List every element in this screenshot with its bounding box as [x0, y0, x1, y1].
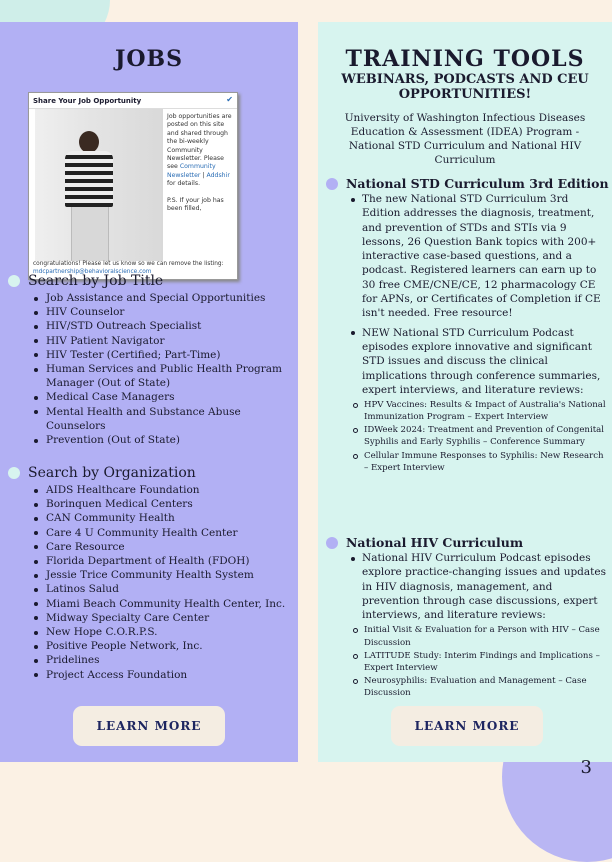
list-item[interactable]: Positive People Network, Inc. [32, 639, 294, 653]
list-item[interactable]: CAN Community Health [32, 511, 294, 525]
hiv-episode-list [350, 624, 608, 699]
list-item[interactable]: LATITUDE Study: Interim Findings and Implications – Expert Interview [350, 650, 608, 674]
list-item[interactable]: Neurosyphilis: Evaluation and Management – Case Discussion [350, 675, 608, 699]
list-item[interactable]: Care Resource [32, 540, 294, 554]
screenshot-footer: congratulations! Please let us know so we can remove the listing: mdcpartnership@behavioralscience.com [33, 261, 224, 275]
check-icon: ✔ [226, 95, 233, 104]
list-item[interactable]: Jessie Trice Community Health System [32, 568, 294, 582]
organization-list [32, 483, 294, 682]
list-item[interactable]: Latinos Salud [32, 582, 294, 596]
training-panel [318, 22, 612, 762]
list-item[interactable]: HIV/STD Outreach Specialist [32, 319, 288, 333]
bullet-dot-icon [326, 178, 338, 190]
hiv-curriculum-heading: National HIV Curriculum [326, 535, 523, 550]
bullet-dot-icon [8, 275, 20, 287]
list-item[interactable]: Florida Department of Health (FDOH) [32, 554, 294, 568]
list-item[interactable]: Midway Specialty Care Center [32, 611, 294, 625]
list-item[interactable]: IDWeek 2024: Treatment and Prevention of Congenital Syphilis and Early Syphilis – Conference Summary [350, 424, 606, 448]
training-title: TRAINING TOOLS [345, 46, 585, 72]
screenshot-text: Job opportunities are posted on this site and shared through the bi-weekly Community Newsletter. Please see Community Newsletter | Addshir for details. P.S. If your job has been filled, [167, 113, 232, 213]
list-item[interactable]: Initial Visit & Evaluation for a Person with HIV – Case Discussion [350, 624, 608, 648]
jobs-panel [0, 22, 298, 762]
hiv-curriculum-body [350, 551, 608, 700]
training-subtitle: WEBINARS, PODCASTS AND CEU OPPORTUNITIES! [341, 72, 589, 102]
jobs-title: JOBS [114, 46, 184, 72]
list-item[interactable]: HIV Counselor [32, 305, 288, 319]
training-learn-more-button[interactable]: LEARN MORE [391, 706, 543, 746]
list-item[interactable]: AIDS Healthcare Foundation [32, 483, 294, 497]
bullet-dot-icon [8, 467, 20, 479]
std-podcast-description: NEW National STD Curriculum Podcast episodes explore innovative and significant STD issues and discuss the clinical implications through conference summaries, expert interviews, and literature reviews: [350, 326, 606, 397]
screenshot-header: Share Your Job Opportunity ✔ [29, 93, 237, 109]
list-item[interactable]: Mental Health and Substance Abuse Counselors [32, 405, 288, 433]
list-item[interactable]: HIV Patient Navigator [32, 334, 288, 348]
page-number: 3 [580, 757, 592, 778]
job-opportunity-screenshot [28, 92, 238, 280]
list-item[interactable]: Medical Case Managers [32, 390, 288, 404]
person-photo [35, 109, 163, 261]
list-item[interactable]: Prevention (Out of State) [32, 433, 288, 447]
std-curriculum-body [350, 192, 606, 475]
idea-program-description: University of Washington Infectious Diseases Education & Assessment (IDEA) Program - National STD Curriculum and National HIV Curriculum [344, 112, 586, 166]
email-link[interactable]: mdcpartnership@behavioralscience.com [33, 268, 152, 275]
list-item[interactable]: HIV Tester (Certified; Part-Time) [32, 348, 288, 362]
search-by-organization-heading: Search by Organization [8, 465, 196, 481]
job-title-list [32, 291, 288, 447]
list-item[interactable]: Cellular Immune Responses to Syphilis: New Research – Expert Interview [350, 450, 606, 474]
std-episode-list [350, 399, 606, 474]
std-description: The new National STD Curriculum 3rd Edition addresses the diagnosis, treatment, and prevention of STDs and STIs via 9 lessons, 26 Question Bank topics with 200+ interactive case-based questions, and a podcast. Registered learners can earn up to 30 free CME/CNE/CE, 12 pharmacology CE for APNs, or Certificates of Completion if CE isn't needed. Free resource! [350, 192, 606, 321]
list-item[interactable]: Job Assistance and Special Opportunities [32, 291, 288, 305]
hiv-podcast-description: National HIV Curriculum Podcast episodes explore practice-changing issues and updates in HIV diagnosis, management, and prevention through case discussions, expert interviews, and literature reviews: [350, 551, 608, 622]
search-by-title-heading: Search by Job Title [8, 273, 163, 289]
list-item[interactable]: New Hope C.O.R.P.S. [32, 625, 294, 639]
community-newsletter-link[interactable]: Community Newsletter [167, 163, 216, 179]
list-item[interactable]: Human Services and Public Health Program Manager (Out of State) [32, 362, 288, 390]
jobs-learn-more-button[interactable]: LEARN MORE [73, 706, 225, 746]
list-item[interactable]: Borinquen Medical Centers [32, 497, 294, 511]
bullet-dot-icon [326, 537, 338, 549]
list-item[interactable]: Pridelines [32, 653, 294, 667]
addshir-link[interactable]: Addshir [206, 171, 230, 179]
list-item[interactable]: Care 4 U Community Health Center [32, 526, 294, 540]
std-curriculum-heading: National STD Curriculum 3rd Edition [326, 176, 609, 191]
list-item[interactable]: Project Access Foundation [32, 668, 294, 682]
list-item[interactable]: HPV Vaccines: Results & Impact of Australia's National Immunization Program – Expert Interview [350, 399, 606, 423]
list-item[interactable]: Miami Beach Community Health Center, Inc. [32, 597, 294, 611]
